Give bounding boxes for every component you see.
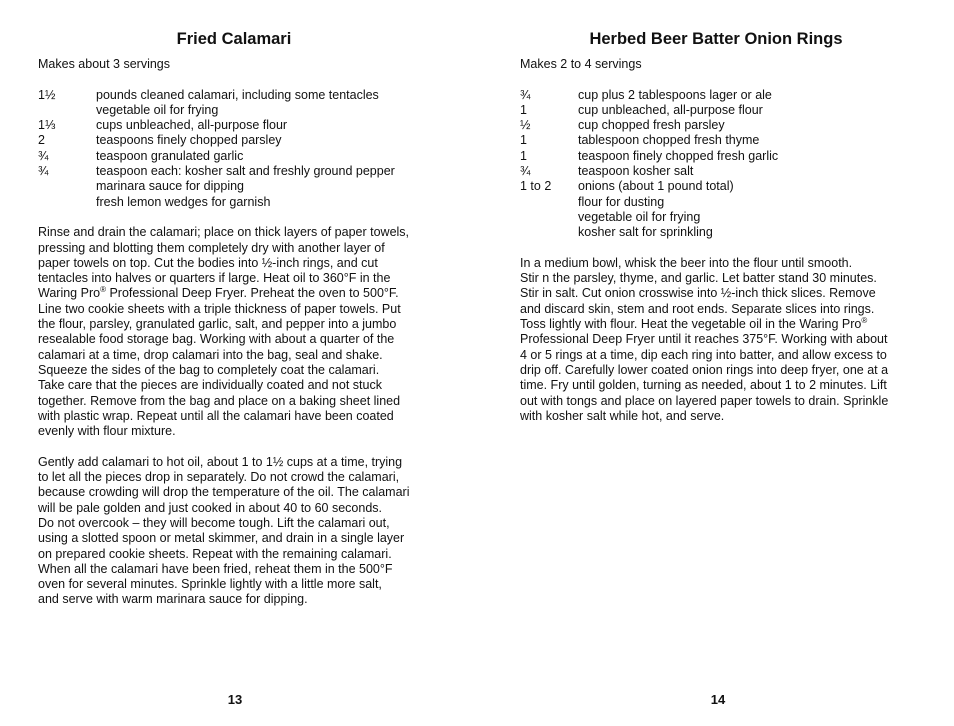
- ingredient-description: teaspoons finely chopped parsley: [96, 133, 282, 148]
- ingredient-row: [38, 103, 430, 118]
- instruction-line: calamari at a time, drop calamari into the bag, seal and shake.: [38, 347, 383, 362]
- ingredient-quantity: ¾: [38, 148, 49, 163]
- instruction-line: because crowding will drop the temperature of the oil. The calamari: [38, 485, 410, 500]
- ingredient-row: [38, 179, 430, 194]
- ingredient-row: [520, 88, 912, 103]
- ingredient-quantity: 1: [520, 148, 527, 163]
- ingredient-quantity: [38, 103, 96, 118]
- instruction-line: tentacles into halves or quarters if large. Heat oil to 360°F in the: [38, 271, 391, 286]
- ingredient-quantity: 2: [38, 133, 45, 148]
- ingredient-row: [520, 210, 912, 225]
- recipe-title: Fried Calamari: [176, 30, 292, 48]
- ingredient-row: [520, 225, 912, 240]
- ingredient-description: vegetable oil for frying: [578, 209, 701, 224]
- ingredient-quantity: 1: [520, 102, 527, 117]
- page-number: 13: [227, 692, 243, 707]
- ingredient-description: vegetable oil for frying: [96, 102, 219, 117]
- ingredient-quantity: [520, 195, 578, 210]
- ingredient-quantity: [38, 195, 96, 210]
- instruction-line: evenly with flour mixture.: [38, 424, 176, 439]
- ingredient-description: cup plus 2 tablespoons lager or ale: [578, 87, 772, 102]
- instruction-line: Stir in salt. Cut onion crosswise into ½-inch thick slices. Remove: [520, 286, 876, 301]
- ingredient-quantity: ¾: [520, 87, 531, 102]
- ingredient-description: flour for dusting: [578, 194, 665, 209]
- ingredient-row: [520, 195, 912, 210]
- ingredient-description: cup chopped fresh parsley: [578, 118, 725, 133]
- instruction-paragraph: [520, 256, 912, 424]
- instruction-line: Toss lightly with flour. Heat the vegetable oil in the Waring Pro®: [520, 315, 868, 332]
- ingredient-list: [520, 88, 912, 241]
- instruction-line: on prepared cookie sheets. Repeat with the remaining calamari.: [38, 546, 392, 561]
- instruction-paragraph: [38, 225, 430, 439]
- instruction-line: the flour, parsley, granulated garlic, salt, and pepper into a jumbo: [38, 317, 397, 332]
- instruction-line: Gently add calamari to hot oil, about 1 to 1½ cups at a time, trying: [38, 454, 403, 469]
- ingredient-quantity: 1½: [38, 87, 56, 102]
- ingredient-description: fresh lemon wedges for garnish: [96, 194, 271, 209]
- instruction-line: Take care that the pieces are individually coated and not stuck: [38, 378, 382, 393]
- ingredient-description: teaspoon granulated garlic: [96, 148, 244, 163]
- ingredient-description: cups unbleached, all-purpose flour: [96, 118, 288, 133]
- ingredient-quantity: 1 to 2: [520, 179, 552, 194]
- ingredient-description: onions (about 1 pound total): [578, 179, 734, 194]
- ingredient-row: [520, 149, 912, 164]
- ingredient-quantity: ½: [520, 118, 531, 133]
- instruction-line: and serve with warm marinara sauce for dipping.: [38, 592, 308, 607]
- instructions: [520, 256, 912, 424]
- instruction-line: Waring Pro® Professional Deep Fryer. Preheat the oven to 500°F.: [38, 285, 399, 301]
- instruction-line: with plastic wrap. Repeat until all the calamari have been coated: [38, 408, 394, 423]
- instruction-line: paper towels on top. Cut the bodies into ½-inch rings, and cut: [38, 255, 378, 270]
- instructions: [38, 225, 430, 607]
- ingredient-quantity: [38, 179, 96, 194]
- instruction-line: time. Fry until golden, turning as needed, about 1 to 2 minutes. Lift: [520, 378, 887, 393]
- instruction-line: Squeeze the sides of the bag to completely coat the calamari.: [38, 362, 380, 377]
- instruction-line: to let all the pieces drop in separately. Do not crowd the calamari,: [38, 470, 400, 485]
- instruction-line: Stir n the parsley, thyme, and garlic. Let batter stand 30 minutes.: [520, 271, 877, 286]
- ingredient-description: cup unbleached, all-purpose flour: [578, 102, 763, 117]
- instruction-line: 4 or 5 rings at a time, dip each ring into batter, and allow excess to: [520, 347, 887, 362]
- instruction-line: will be pale golden and just cooked in about 40 to 60 seconds.: [38, 500, 382, 515]
- ingredient-description: pounds cleaned calamari, including some tentacles: [96, 87, 379, 102]
- ingredient-description: tablespoon chopped fresh thyme: [578, 133, 760, 148]
- ingredient-row: [38, 149, 430, 164]
- instruction-line: resealable food storage bag. Working with about a quarter of the: [38, 332, 395, 347]
- instruction-line: Professional Deep Fryer until it reaches 375°F. Working with about: [520, 332, 888, 347]
- ingredient-list: [38, 88, 430, 210]
- instruction-line: drip off. Carefully lower coated onion rings into deep fryer, one at a: [520, 362, 889, 377]
- ingredient-row: [520, 179, 912, 194]
- instruction-line: Do not overcook – they will become tough. Lift the calamari out,: [38, 515, 390, 530]
- recipe-title: Herbed Beer Batter Onion Rings: [589, 30, 843, 48]
- ingredient-row: [38, 118, 430, 133]
- instruction-line: Line two cookie sheets with a triple thickness of paper towels. Put: [38, 301, 401, 316]
- ingredient-quantity: ¾: [38, 164, 49, 179]
- ingredient-description: teaspoon each: kosher salt and freshly ground pepper: [96, 164, 395, 179]
- ingredient-row: [38, 133, 430, 148]
- instruction-line: with kosher salt while hot, and serve.: [520, 408, 725, 423]
- ingredient-description: teaspoon finely chopped fresh garlic: [578, 148, 779, 163]
- ingredient-row: [520, 118, 912, 133]
- ingredient-quantity: 1: [520, 133, 527, 148]
- servings-text: Makes about 3 servings: [38, 57, 171, 71]
- instruction-line: using a slotted spoon or metal skimmer, and drain in a single layer: [38, 531, 405, 546]
- ingredient-row: [520, 103, 912, 118]
- instruction-line: oven for several minutes. Sprinkle lightly with a little more salt,: [38, 577, 382, 592]
- instruction-line: Rinse and drain the calamari; place on thick layers of paper towels,: [38, 225, 410, 240]
- right-page: [520, 28, 912, 424]
- servings-text: Makes 2 to 4 servings: [520, 57, 642, 71]
- instruction-line: In a medium bowl, whisk the beer into the flour until smooth.: [520, 255, 853, 270]
- page-number: 14: [710, 692, 726, 707]
- ingredient-description: marinara sauce for dipping: [96, 179, 244, 194]
- ingredient-description: teaspoon kosher salt: [578, 164, 694, 179]
- ingredient-row: [520, 133, 912, 148]
- ingredient-quantity: ¾: [520, 164, 531, 179]
- ingredient-row: [38, 88, 430, 103]
- ingredient-quantity: [520, 210, 578, 225]
- ingredient-row: [38, 164, 430, 179]
- ingredient-row: [38, 195, 430, 210]
- ingredient-quantity: [520, 225, 578, 240]
- left-page: [38, 28, 430, 608]
- ingredient-description: kosher salt for sprinkling: [578, 225, 713, 240]
- ingredient-quantity: 1⅓: [38, 118, 56, 133]
- instruction-line: out with tongs and place on layered paper towels to drain. Sprinkle: [520, 393, 889, 408]
- instruction-paragraph: [38, 455, 430, 608]
- ingredient-row: [520, 164, 912, 179]
- instruction-line: When all the calamari have been fried, reheat them in the 500°F: [38, 561, 393, 576]
- instruction-line: together. Remove from the bag and place on a baking sheet lined: [38, 393, 401, 408]
- instruction-line: and discard skin, stem and root ends. Separate slices into rings.: [520, 301, 875, 316]
- instruction-line: pressing and blotting them completely dry with another layer of: [38, 240, 385, 255]
